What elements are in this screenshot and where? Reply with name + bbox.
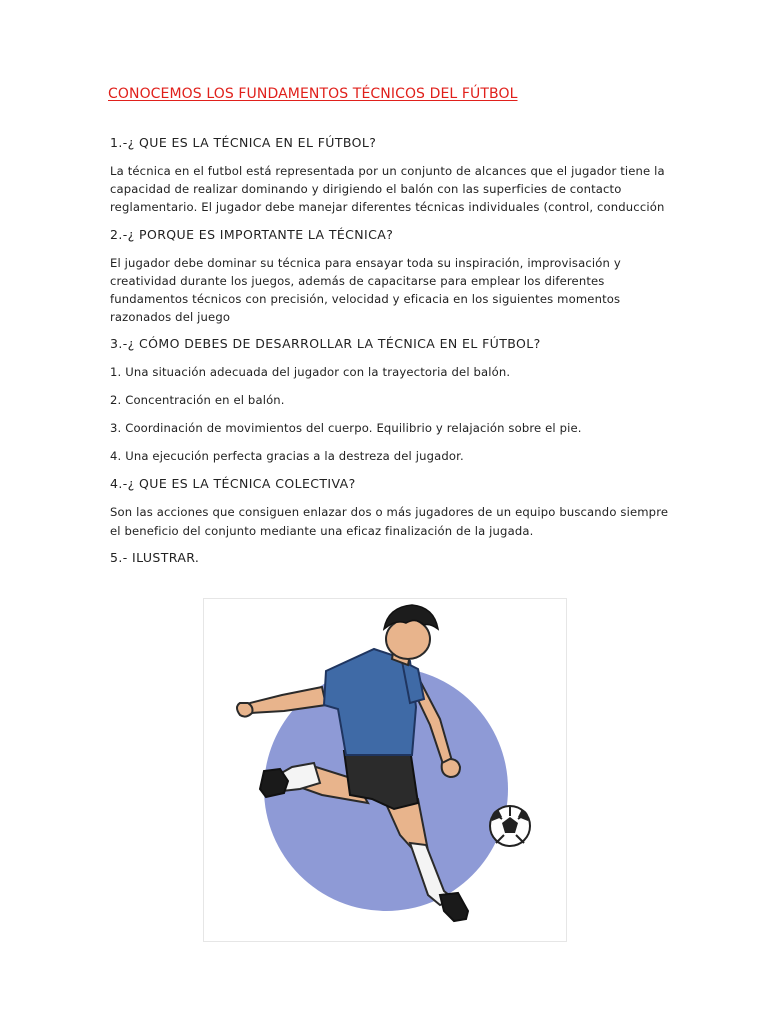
section-3 bbox=[110, 335, 670, 465]
list-item: 4. Una ejecución perfecta gracias a la destreza del jugador. bbox=[110, 449, 464, 464]
player-fist-left bbox=[237, 703, 253, 717]
section-5 bbox=[110, 549, 670, 567]
list-item: 3. Coordinación de movimientos del cuerpo. Equilibrio y relajación sobre el pie. bbox=[110, 421, 582, 436]
player-boot-kicking bbox=[260, 769, 288, 797]
section-2 bbox=[110, 226, 670, 327]
section-heading: 1.-¿ QUE ES LA TÉCNICA EN EL FÚTBOL? bbox=[110, 135, 377, 150]
player-boot-standing bbox=[440, 893, 468, 921]
soccer-player-illustration bbox=[203, 598, 567, 942]
section-heading: 2.-¿ PORQUE ES IMPORTANTE LA TÉCNICA? bbox=[110, 226, 394, 242]
document-body bbox=[110, 134, 670, 577]
section-heading: 3.-¿ CÓMO DEBES DE DESARROLLAR LA TÉCNICA EN EL FÚTBOL? bbox=[110, 336, 541, 352]
soccer-ball-icon bbox=[490, 806, 530, 846]
list-item: 1. Una situación adecuada del jugador con la trayectoria del balón. bbox=[110, 365, 511, 380]
list-item: 2. Concentración en el balón. bbox=[110, 393, 285, 408]
section-heading: 5.- ILUSTRAR. bbox=[110, 549, 200, 565]
section-paragraph: La técnica en el futbol está representada por un conjunto de alcances que el jugador tiene la capacidad de realizar dominando y dirigiendo el balón con las superficies de contacto reglamentario. El jugador debe manejar diferentes técnicas individuales (control, conducción bbox=[110, 164, 665, 215]
section-4 bbox=[110, 475, 670, 539]
section-paragraph: El jugador debe dominar su técnica para ensayar toda su inspiración, improvisación y creatividad durante los juegos, además de capacitarse para emplear los diferentes fundamentos técnicos con precisión, velocidad y eficacia en los siguientes momentos razonados del juego bbox=[110, 255, 621, 325]
document-title: CONOCEMOS LOS FUNDAMENTOS TÉCNICOS DEL FÚTBOL bbox=[108, 86, 518, 102]
section-1 bbox=[110, 134, 670, 217]
section-paragraph: Son las acciones que consiguen enlazar dos o más jugadores de un equipo buscando siempre el beneficio del conjunto mediante una eficaz finalización de la jugada. bbox=[110, 505, 669, 538]
soccer-player-icon bbox=[204, 599, 566, 941]
section-heading: 4.-¿ QUE ES LA TÉCNICA COLECTIVA? bbox=[110, 476, 356, 492]
player-fist-right bbox=[442, 759, 460, 777]
